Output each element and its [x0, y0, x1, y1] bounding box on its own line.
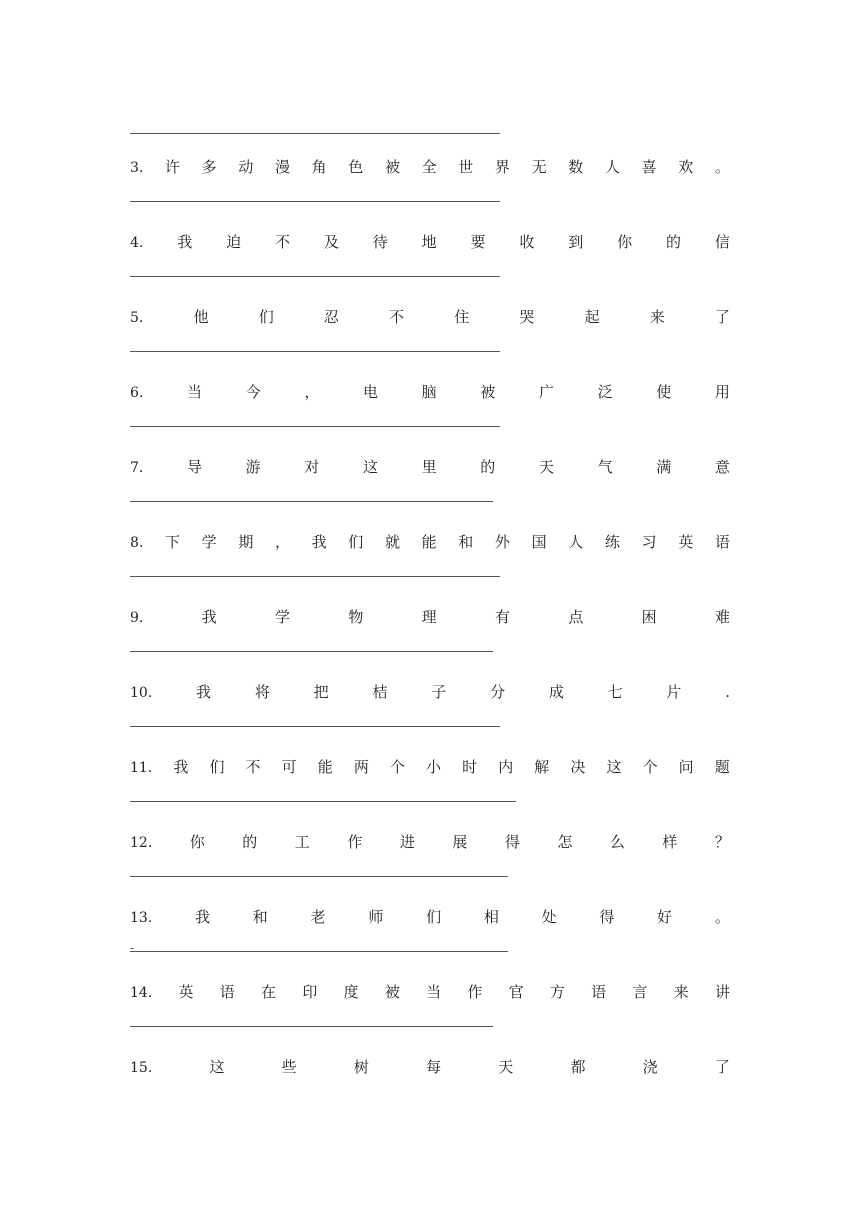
- exercise-char: 无: [531, 158, 547, 176]
- exercise-char: 困: [641, 608, 657, 626]
- exercise-char: 分: [490, 683, 506, 701]
- exercise-char: 相: [483, 908, 499, 926]
- exercise-number: 6.: [130, 385, 144, 401]
- exercise-char: 天: [498, 1058, 514, 1076]
- exercise-char: 和: [458, 533, 474, 551]
- exercise-sentence: [130, 832, 730, 853]
- exercise-number: 10.: [130, 685, 153, 701]
- exercise-char: 浇: [642, 1058, 658, 1076]
- exercise-char: 天: [538, 458, 554, 476]
- exercise-item: [130, 382, 730, 422]
- exercise-item: [130, 607, 730, 647]
- exercise-char: 们: [348, 533, 364, 551]
- exercise-char: 外: [494, 533, 510, 551]
- exercise-char: 当: [187, 383, 203, 401]
- exercise-char: 这: [362, 458, 378, 476]
- exercise-char: 两: [353, 758, 369, 776]
- exercise-char: 这: [209, 1058, 225, 1076]
- exercise-char: 语: [219, 983, 235, 1001]
- exercise-char: 广: [538, 383, 554, 401]
- answer-line[interactable]: [130, 726, 500, 727]
- exercise-char: 能: [317, 758, 333, 776]
- exercise-char: 使: [656, 383, 672, 401]
- exercise-char: 里: [421, 458, 437, 476]
- exercise-char: 待: [372, 233, 388, 251]
- exercise-char: 气: [597, 458, 613, 476]
- exercise-char: 学: [275, 608, 291, 626]
- exercise-char: 我: [311, 533, 327, 551]
- exercise-char: 我: [195, 908, 211, 926]
- exercise-char: 小: [426, 758, 442, 776]
- exercise-char: 当: [426, 983, 442, 1001]
- exercise-char: 我: [173, 758, 189, 776]
- exercise-char: 世: [458, 158, 474, 176]
- exercise-char: 练: [604, 533, 620, 551]
- exercise-char: 你: [189, 833, 205, 851]
- exercise-char: 有: [494, 608, 510, 626]
- exercise-char: 泛: [597, 383, 613, 401]
- exercise-char: 英: [678, 533, 694, 551]
- exercise-char: 样: [662, 833, 678, 851]
- exercise-number: 12.: [130, 835, 153, 851]
- exercise-char: 被: [384, 983, 400, 1001]
- exercise-sentence: [130, 757, 730, 778]
- exercise-char: 理: [421, 608, 437, 626]
- answer-line[interactable]: [130, 501, 493, 502]
- exercise-char: 难: [714, 608, 730, 626]
- exercise-char: 点: [568, 608, 584, 626]
- exercise-char: 住: [454, 308, 470, 326]
- exercise-item: [130, 457, 730, 497]
- exercise-number: 4.: [130, 235, 144, 251]
- answer-line[interactable]: [130, 576, 500, 577]
- exercise-char: 人: [604, 158, 620, 176]
- exercise-sentence: [130, 232, 730, 253]
- exercise-sentence: [130, 532, 730, 553]
- exercise-char: 官: [508, 983, 524, 1001]
- exercise-char: 地: [421, 233, 437, 251]
- exercise-char: 学: [201, 533, 217, 551]
- exercise-char: 脑: [421, 383, 437, 401]
- exercise-char: 喜: [641, 158, 657, 176]
- exercise-char: 意: [714, 458, 730, 476]
- exercise-char: 不: [389, 308, 405, 326]
- exercise-char: 忍: [323, 308, 339, 326]
- answer-line[interactable]: [130, 876, 508, 877]
- answer-line[interactable]: [130, 276, 500, 277]
- exercise-char: 作: [347, 833, 363, 851]
- exercise-char: .: [725, 683, 730, 701]
- answer-line: [130, 133, 500, 134]
- exercise-char: 解: [534, 758, 550, 776]
- answer-line[interactable]: [130, 951, 508, 952]
- exercise-sentence: [130, 307, 730, 328]
- exercise-char: 都: [570, 1058, 586, 1076]
- exercise-char: 子: [431, 683, 447, 701]
- exercise-char: 色: [348, 158, 364, 176]
- exercise-char: 么: [609, 833, 625, 851]
- exercise-item: [130, 532, 730, 572]
- exercise-char: 的: [480, 458, 496, 476]
- exercise-char: 就: [384, 533, 400, 551]
- exercise-char: 些: [281, 1058, 297, 1076]
- exercise-item: [130, 832, 730, 872]
- exercise-char: 得: [504, 833, 520, 851]
- answer-line[interactable]: [130, 426, 500, 427]
- exercise-char: 来: [649, 308, 665, 326]
- exercise-char: 我: [196, 683, 212, 701]
- exercise-char: 处: [541, 908, 557, 926]
- exercise-char: 工: [294, 833, 310, 851]
- exercise-char: 七: [607, 683, 623, 701]
- exercise-char: 个: [389, 758, 405, 776]
- exercise-char: 度: [343, 983, 359, 1001]
- exercise-char: 对: [304, 458, 320, 476]
- exercise-char: 许: [165, 158, 181, 176]
- exercise-char: 。: [714, 908, 730, 926]
- exercise-char: 展: [452, 833, 468, 851]
- exercise-char: 成: [548, 683, 564, 701]
- exercise-char: 起: [584, 308, 600, 326]
- exercise-char: 内: [498, 758, 514, 776]
- answer-line[interactable]: [130, 201, 500, 202]
- exercise-char: 数: [568, 158, 584, 176]
- exercise-char: ？: [714, 833, 730, 851]
- exercise-number: 8.: [130, 535, 144, 551]
- exercise-char: 信: [714, 233, 730, 251]
- exercise-char: 们: [426, 908, 442, 926]
- exercise-char: 下: [165, 533, 181, 551]
- exercise-char: 不: [245, 758, 261, 776]
- exercise-sentence: [130, 1057, 730, 1078]
- exercise-char: 将: [254, 683, 270, 701]
- exercise-char: 。: [714, 158, 730, 176]
- exercise-sentence: [130, 457, 730, 478]
- answer-line[interactable]: [130, 1026, 493, 1027]
- exercise-char: 时: [462, 758, 478, 776]
- exercise-number: 13.: [130, 910, 153, 926]
- exercise-char: 每: [426, 1058, 442, 1076]
- exercise-char: 的: [665, 233, 681, 251]
- exercise-number: 9.: [130, 610, 144, 626]
- exercise-number: 7.: [130, 460, 144, 476]
- exercise-char: 全: [421, 158, 437, 176]
- exercise-char: 游: [245, 458, 261, 476]
- exercise-char: 我: [201, 608, 217, 626]
- exercise-number: 14.: [130, 985, 153, 1001]
- exercise-char: 了: [714, 308, 730, 326]
- exercise-char: 桔: [372, 683, 388, 701]
- exercise-char: 了: [714, 1058, 730, 1076]
- exercise-sentence: [130, 382, 730, 403]
- exercise-char: 个: [642, 758, 658, 776]
- exercise-char: 进: [399, 833, 415, 851]
- exercise-item: [130, 982, 730, 1022]
- exercise-char: 老: [310, 908, 326, 926]
- exercise-char: ，: [274, 533, 290, 551]
- exercise-char: 在: [261, 983, 277, 1001]
- exercise-char: 能: [421, 533, 437, 551]
- exercise-char: 英: [178, 983, 194, 1001]
- exercise-char: 电: [362, 383, 378, 401]
- exercise-char: 方: [549, 983, 565, 1001]
- answer-line[interactable]: [130, 351, 500, 352]
- exercise-item: [130, 907, 730, 955]
- exercise-item: [130, 307, 730, 347]
- exercise-sentence: [130, 982, 730, 1003]
- exercise-char: 用: [714, 383, 730, 401]
- exercise-char: 把: [313, 683, 329, 701]
- exercise-char: 哭: [519, 308, 535, 326]
- exercise-char: 树: [353, 1058, 369, 1076]
- exercise-sentence: [130, 682, 730, 703]
- exercise-char: 今: [245, 383, 261, 401]
- exercise-char: 我: [177, 233, 193, 251]
- exercise-char: 迫: [226, 233, 242, 251]
- exercise-char: 欢: [678, 158, 694, 176]
- exercise-item: [130, 157, 730, 197]
- exercise-char: 导: [187, 458, 203, 476]
- exercise-char: 和: [252, 908, 268, 926]
- answer-line[interactable]: [130, 801, 516, 802]
- exercise-char: 来: [673, 983, 689, 1001]
- exercise-char: 言: [632, 983, 648, 1001]
- exercise-number: 3.: [130, 160, 144, 176]
- exercise-item: [130, 232, 730, 272]
- exercise-char: 漫: [274, 158, 290, 176]
- answer-line-prefix: -: [130, 941, 135, 955]
- exercise-char: 被: [384, 158, 400, 176]
- exercise-char: 动: [238, 158, 254, 176]
- exercise-char: 角: [311, 158, 327, 176]
- exercise-char: 师: [368, 908, 384, 926]
- exercise-sentence: [130, 607, 730, 628]
- exercise-char: 到: [568, 233, 584, 251]
- exercise-char: 物: [348, 608, 364, 626]
- exercise-char: ，: [304, 383, 320, 401]
- exercise-sentence: [130, 157, 730, 178]
- exercise-char: 语: [591, 983, 607, 1001]
- exercise-char: 被: [480, 383, 496, 401]
- exercise-char: 们: [209, 758, 225, 776]
- exercise-char: 作: [467, 983, 483, 1001]
- exercise-char: 印: [302, 983, 318, 1001]
- exercise-char: 他: [193, 308, 209, 326]
- exercise-char: 得: [599, 908, 615, 926]
- exercise-number: 15.: [130, 1060, 153, 1076]
- exercise-char: 可: [281, 758, 297, 776]
- exercise-char: 的: [242, 833, 258, 851]
- exercise-char: 满: [656, 458, 672, 476]
- exercise-char: 怎: [557, 833, 573, 851]
- exercise-char: 界: [494, 158, 510, 176]
- exercise-char: 习: [641, 533, 657, 551]
- exercise-char: 要: [470, 233, 486, 251]
- exercise-char: 国: [531, 533, 547, 551]
- exercise-char: 讲: [714, 983, 730, 1001]
- exercise-number: 5.: [130, 310, 144, 326]
- exercise-number: 11.: [130, 760, 153, 776]
- exercise-char: 你: [617, 233, 633, 251]
- exercise-char: 好: [657, 908, 673, 926]
- exercise-char: 期: [238, 533, 254, 551]
- exercise-sentence: [130, 907, 730, 928]
- exercise-char: 收: [519, 233, 535, 251]
- exercise-char: 题: [714, 758, 730, 776]
- answer-line[interactable]: [130, 651, 493, 652]
- exercise-char: 问: [678, 758, 694, 776]
- exercise-char: 多: [201, 158, 217, 176]
- exercise-item: [130, 1057, 730, 1097]
- exercise-item: [130, 757, 730, 797]
- exercise-char: 人: [568, 533, 584, 551]
- exercise-char: 片: [666, 683, 682, 701]
- exercise-char: 们: [258, 308, 274, 326]
- exercise-char: 决: [570, 758, 586, 776]
- exercise-item: [130, 682, 730, 722]
- exercise-char: 不: [274, 233, 290, 251]
- exercise-char: 语: [714, 533, 730, 551]
- exercise-char: 这: [606, 758, 622, 776]
- exercise-char: 及: [323, 233, 339, 251]
